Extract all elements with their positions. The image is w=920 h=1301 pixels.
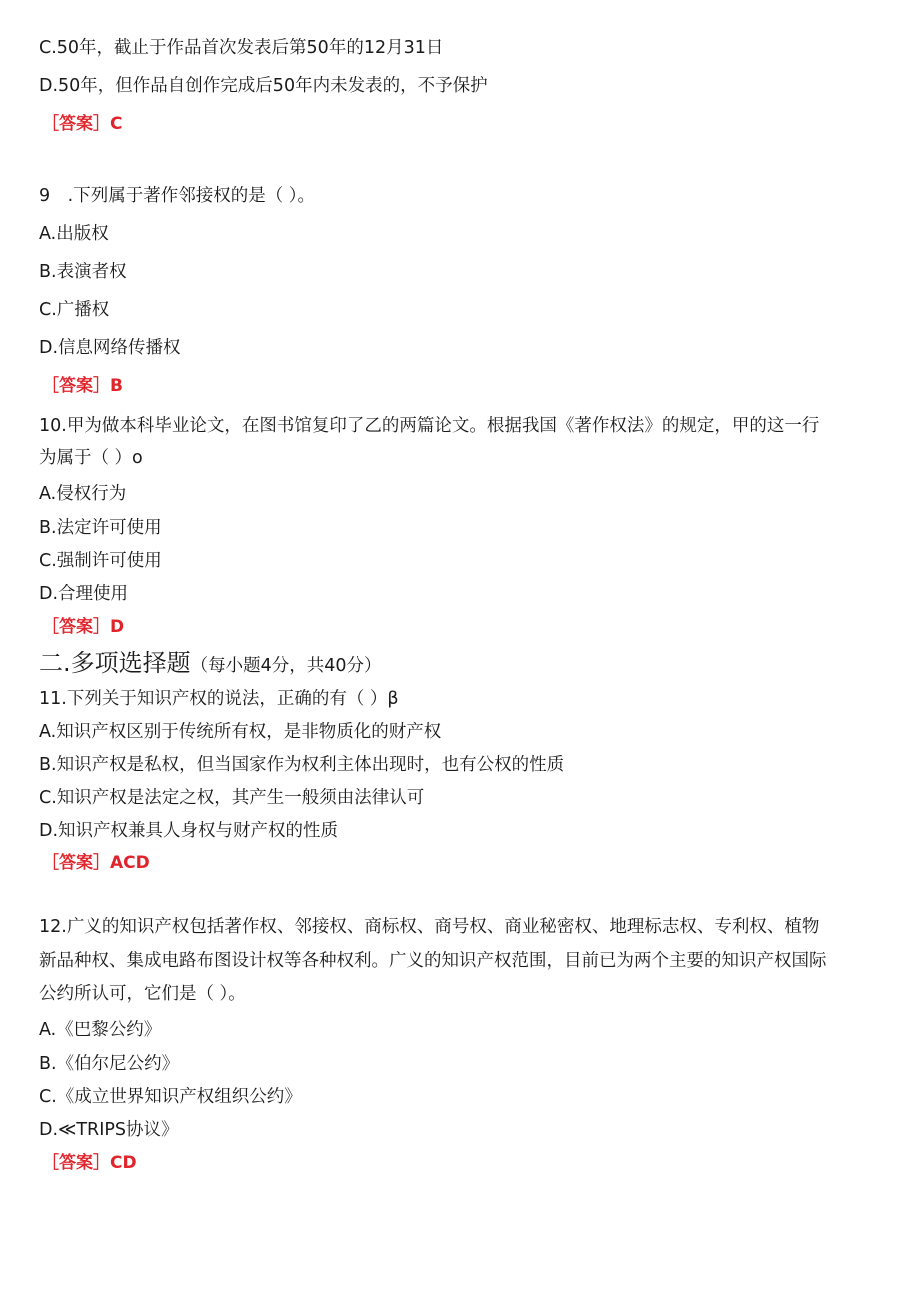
q10-option-a: A.侵权行为 (39, 484, 127, 504)
section-note: （每小题4分，共40分） (190, 656, 382, 676)
q10-option-b: B.法定许可使用 (39, 518, 162, 538)
q11-stem: 11.下列关于知识产权的说法，正确的有（ ）β (39, 689, 399, 709)
q9-option-a: A.出版权 (39, 224, 109, 244)
q10-stem-line1: 10.甲为做本科毕业论文，在图书馆复印了乙的两篇论文。根据我国《著作权法》的规定，甲的这一行 (39, 416, 820, 436)
q8-option-c: C.50年，截止于作品首次发表后第50年的12月31日 (39, 38, 444, 58)
q9-option-b: B.表演者权 (39, 262, 127, 282)
q9-option-d: D.信息网络传播权 (39, 338, 181, 358)
q8-answer: ［答案］C (42, 114, 123, 134)
section-heading (39, 648, 382, 678)
q12-stem-line1: 12.广义的知识产权包括著作权、邻接权、商标权、商号权、商业秘密权、地理标志权、专利权、植物 (39, 917, 820, 937)
q12-option-a: A.《巴黎公约》 (39, 1020, 162, 1040)
q11-answer: ［答案］ACD (42, 853, 150, 873)
q12-option-d: D.≪TRIPS协议》 (39, 1120, 179, 1140)
q11-option-c: C.知识产权是法定之权，其产生一般须由法律认可 (39, 788, 425, 808)
q12-stem-line3: 公约所认可，它们是（ ）。 (39, 984, 246, 1004)
q10-stem-line2: 为属于（ ）o (39, 448, 143, 468)
q12-option-c: C.《成立世界知识产权组织公约》 (39, 1087, 302, 1107)
section-title: 二.多项选择题 (39, 649, 191, 677)
q11-option-a: A.知识产权区别于传统所有权，是非物质化的财产权 (39, 722, 442, 742)
q12-answer: ［答案］CD (42, 1153, 137, 1173)
q11-option-b: B.知识产权是私权，但当国家作为权利主体出现时，也有公权的性质 (39, 755, 565, 775)
q10-answer: ［答案］D (42, 617, 125, 637)
q11-option-d: D.知识产权兼具人身权与财产权的性质 (39, 821, 339, 841)
q12-stem-line2: 新品种权、集成电路布图设计权等各种权利。广义的知识产权范围，目前已为两个主要的知识产权国际 (39, 951, 827, 971)
q8-option-d: D.50年，但作品自创作完成后50年内未发表的，不予保护 (39, 76, 488, 96)
q9-answer: ［答案］B (42, 376, 123, 396)
q10-option-d: D.合理使用 (39, 584, 129, 604)
q10-option-c: C.强制许可使用 (39, 551, 162, 571)
q9-stem: 9 .下列属于著作邻接权的是（ ）。 (39, 186, 316, 206)
q9-option-c: C.广播权 (39, 300, 110, 320)
q12-option-b: B.《伯尔尼公约》 (39, 1054, 180, 1074)
